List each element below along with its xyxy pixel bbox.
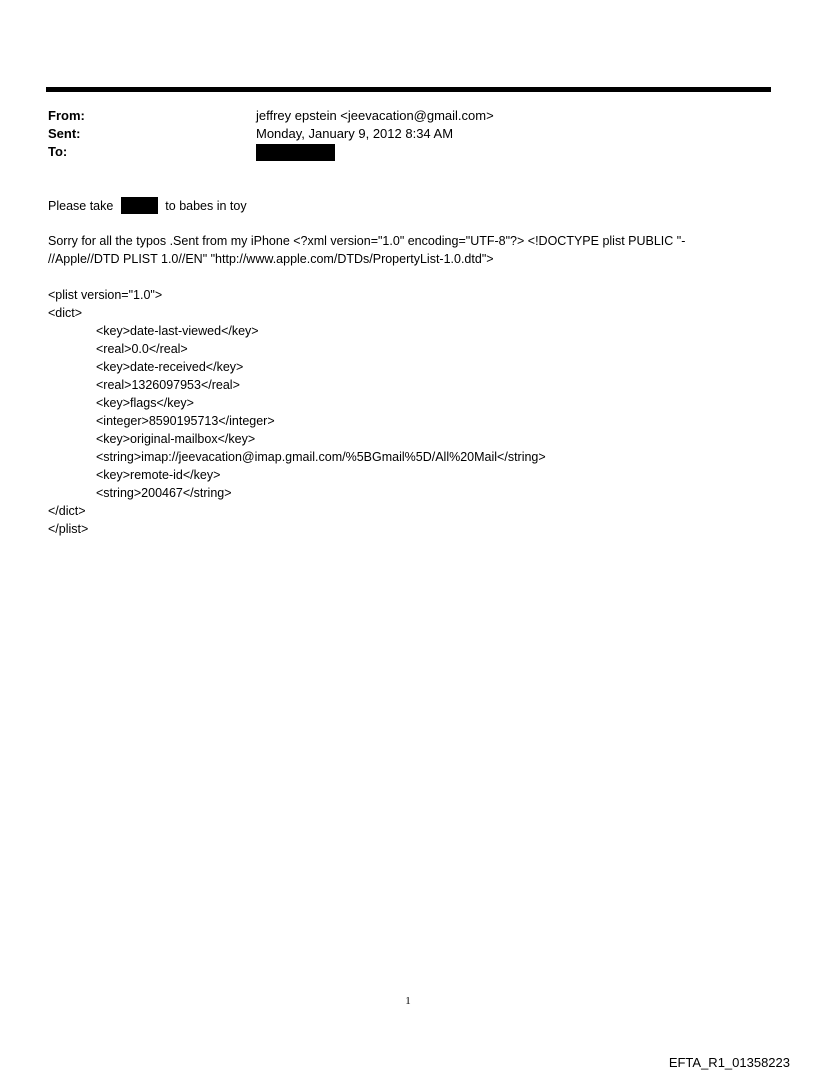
document-id: EFTA_R1_01358223 <box>668 1055 790 1070</box>
message-para-2-line-2: //Apple//DTD PLIST 1.0//EN" "http://www.apple.com/DTDs/PropertyList-1.0.dtd"> <box>48 252 494 266</box>
xml-line: <key>date-last-viewed</key> <box>96 324 259 338</box>
message-para-2-line-1: Sorry for all the typos .Sent from my iPhone <?xml version="1.0" encoding="UTF-8"?> <!DOCTYPE plist PUBLIC "- <box>48 234 686 248</box>
sent-label: Sent: <box>48 126 81 141</box>
xml-line: <real>0.0</real> <box>96 342 188 356</box>
plist-block <box>48 286 546 538</box>
xml-line: <string>imap://jeevacation@imap.gmail.com/%5BGmail%5D/All%20Mail</string> <box>96 450 546 464</box>
xml-line: <real>1326097953</real> <box>96 378 240 392</box>
xml-line: <key>flags</key> <box>96 396 194 410</box>
to-redaction <box>256 144 335 161</box>
xml-line: <integer>8590195713</integer> <box>96 414 275 428</box>
message-line-1 <box>48 197 247 215</box>
page-number: 1 <box>405 995 411 1007</box>
xml-line: <plist version="1.0"> <box>48 288 163 302</box>
inline-redaction <box>121 197 158 214</box>
message-line-1-before: Please take <box>48 199 114 213</box>
sent-value: Monday, January 9, 2012 8:34 AM <box>256 126 454 141</box>
xml-line: <key>remote-id</key> <box>96 468 221 482</box>
xml-line: </plist> <box>48 522 89 536</box>
from-value: jeffrey epstein <jeevacation@gmail.com> <box>256 108 494 123</box>
xml-line: </dict> <box>48 504 86 518</box>
message-line-1-after: to babes in toy <box>165 199 247 213</box>
xml-line: <string>200467</string> <box>96 486 232 500</box>
xml-line: <key>original-mailbox</key> <box>96 432 256 446</box>
xml-line: <dict> <box>48 306 83 320</box>
to-label: To: <box>48 144 68 159</box>
xml-line: <key>date-received</key> <box>96 360 244 374</box>
header-rule <box>46 87 771 92</box>
from-label: From: <box>48 108 85 123</box>
